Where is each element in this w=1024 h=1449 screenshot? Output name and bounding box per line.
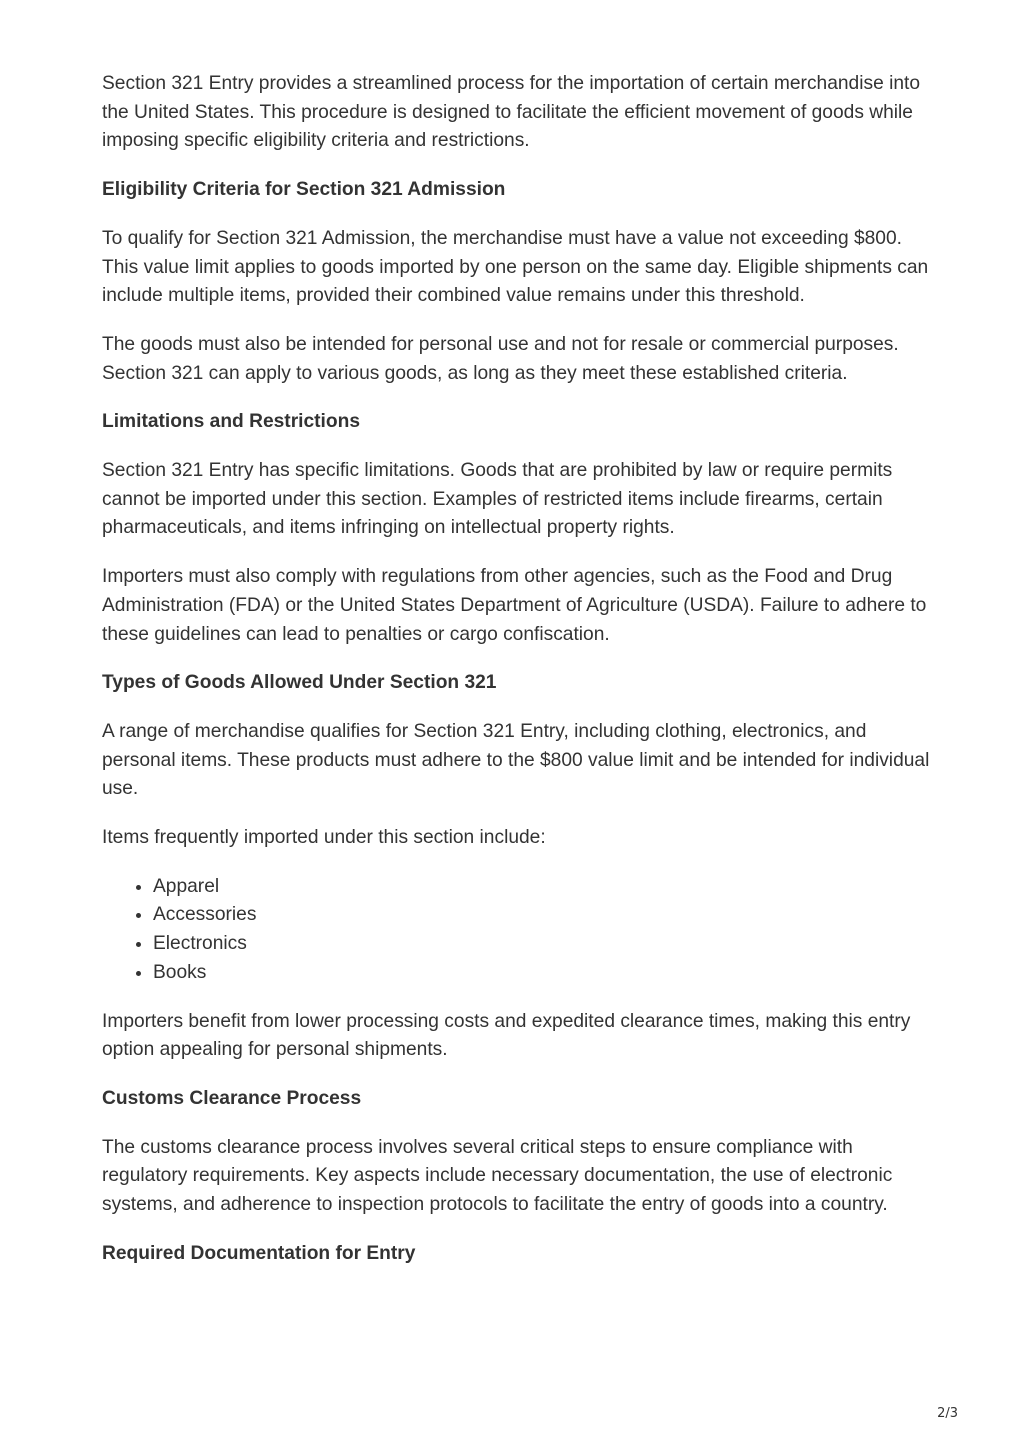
eligibility-heading: Eligibility Criteria for Section 321 Admission bbox=[102, 179, 506, 201]
customs-heading: Customs Clearance Process bbox=[102, 1087, 362, 1109]
intro-paragraph: Section 321 Entry provides a streamlined process for the importation of certain merchandise into the United States. This procedure is designed to facilitate the efficient movement of goods while imposing specific eligibility criteria and restrictions. bbox=[102, 73, 921, 152]
document-body bbox=[102, 70, 932, 1289]
list-item: • Books bbox=[153, 959, 932, 988]
limitations-heading: Limitations and Restrictions bbox=[102, 411, 361, 433]
customs-paragraph: The customs clearance process involves several critical steps to ensure compliance with regulatory requirements. Key aspects include necessary documentation, the use of electronic systems, and adherence to inspection protocols to facilitate the entry of goods into a country. bbox=[102, 1136, 893, 1216]
types-paragraph: Items frequently imported under this section include: bbox=[102, 827, 546, 849]
limitations-paragraph: Importers must also comply with regulations from other agencies, such as the Food and Drug Administration (FDA) or the United States Department of Agriculture (USDA). Failure to adhere to these guidelines can lead to penalties or cargo confiscation. bbox=[102, 566, 927, 645]
types-closing-paragraph: Importers benefit from lower processing costs and expedited clearance times, making this entry option appealing for personal shipments. bbox=[102, 1010, 911, 1061]
page-number: 2/3 bbox=[937, 1406, 958, 1421]
list-item: • Accessories bbox=[153, 901, 932, 930]
types-heading: Types of Goods Allowed Under Section 321 bbox=[102, 672, 497, 694]
eligibility-paragraph: To qualify for Section 321 Admission, the merchandise must have a value not exceeding $800. This value limit applies to goods imported by one person on the same day. Eligible shipments can include multiple items, provided their combined value remains under this threshold. bbox=[102, 227, 929, 307]
documentation-heading: Required Documentation for Entry bbox=[102, 1242, 416, 1264]
types-paragraph: A range of merchandise qualifies for Section 321 Entry, including clothing, electronics, and personal items. These products must adhere to the $800 value limit and be intended for individual use. bbox=[102, 720, 930, 800]
eligibility-paragraph: The goods must also be intended for personal use and not for resale or commercial purposes. Section 321 can apply to various goods, as long as they meet these established criteria. bbox=[102, 333, 899, 384]
limitations-paragraph: Section 321 Entry has specific limitations. Goods that are prohibited by law or require permits cannot be imported under this section. Examples of restricted items include firearms, certain pharmaceuticals, and items infringing on intellectual property rights. bbox=[102, 460, 893, 539]
list-item: • Apparel bbox=[153, 873, 932, 902]
goods-list bbox=[102, 873, 932, 988]
list-item: • Electronics bbox=[153, 930, 932, 959]
